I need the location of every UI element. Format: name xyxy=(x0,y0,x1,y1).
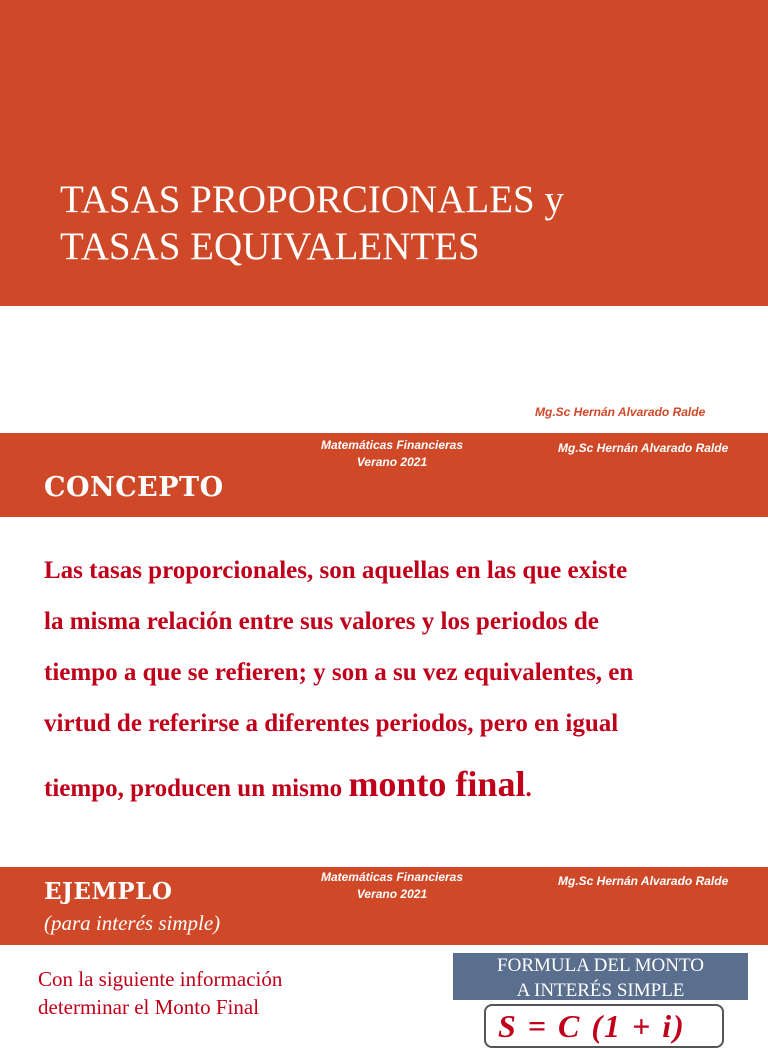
formula-box xyxy=(484,1004,724,1048)
example-subheading: (para interés simple) xyxy=(44,911,221,935)
example-heading: EJEMPLO xyxy=(44,878,173,905)
author-credit: Mg.Sc Hernán Alvarado Ralde xyxy=(558,874,729,888)
formula-title-line-2: A INTERÉS SIMPLE xyxy=(516,980,685,1001)
course-name: Matemáticas Financieras xyxy=(320,438,464,452)
concept-line-1: Las tasas proporcionales, son aquellas en las que existe xyxy=(44,557,628,584)
course-term: Verano 2021 xyxy=(356,455,428,469)
concept-line-5-end: . xyxy=(525,775,532,802)
author-credit: Mg.Sc Hernán Alvarado Ralde xyxy=(535,405,706,419)
intro-line-2: determinar el Monto Final xyxy=(38,995,260,1019)
formula-title-box xyxy=(453,953,748,1000)
concept-heading: CONCEPTO xyxy=(44,472,224,503)
concept-line-5 xyxy=(44,749,744,819)
author-credit: Mg.Sc Hernán Alvarado Ralde xyxy=(558,441,729,455)
concept-line-2: la misma relación entre sus valores y los periodos de xyxy=(44,608,599,635)
concept-line-5-start: tiempo, producen un mismo xyxy=(44,775,349,802)
formula-expression: S = C (1 + i) xyxy=(498,1008,686,1044)
example-intro xyxy=(38,965,282,1021)
concept-line-4: virtud de referirse a diferentes periodos, pero en igual xyxy=(44,710,619,737)
formula-title-line-1: FORMULA DEL MONTO xyxy=(497,955,704,976)
page-title xyxy=(60,176,564,270)
course-label xyxy=(292,869,492,903)
course-label xyxy=(292,437,492,471)
concept-paragraph xyxy=(44,545,744,819)
title-line-2: TASAS EQUIVALENTES xyxy=(60,225,480,268)
title-line-1: TASAS PROPORCIONALES y xyxy=(60,178,564,221)
concept-line-3: tiempo a que se refieren; y son a su vez equivalentes, en xyxy=(44,659,634,686)
course-name: Matemáticas Financieras xyxy=(320,870,464,884)
intro-line-1: Con la siguiente información xyxy=(38,967,283,991)
course-term: Verano 2021 xyxy=(356,887,428,901)
monto-final-emphasis: monto final xyxy=(348,764,526,804)
